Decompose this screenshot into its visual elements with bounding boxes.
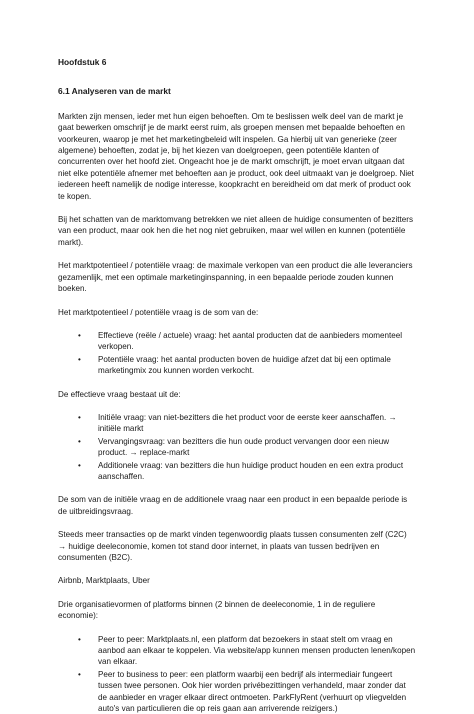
list-item: • Peer to business to peer: een platform waarbij een bedrijf als intermediair fungeert tussen twee personen. Ook hier worden privébezittingen verhandeld, maar zonder dat de aanbieder en vrager elkaar direct ontmoeten. ParkFlyRent (verhuurt op vliegvelden auto's van particulieren die op reis gaan aan arriverende reizigers.) — [98, 669, 416, 714]
paragraph-examples: Airbnb, Marktplaats, Uber — [58, 576, 150, 586]
list-item: • Effectieve (reële / actuele) vraag: het aantal producten dat de aanbieders momenteel verkopen. — [98, 330, 416, 353]
paragraph-c2c: Steeds meer transacties op de markt vinden tegenwoordig plaats tussen consumenten zelf (C2C) → huidige deeleconomie, komen tot stand door internet, in plaats van tussen bedrijven en consumenten (B2C). — [58, 530, 407, 562]
platforms-list — [58, 634, 416, 714]
list-item: • Initiële vraag: van niet-bezitters die het product voor de eerste keer aanschaffen. → initiële markt — [98, 412, 416, 435]
paragraph-market-size: Bij het schatten van de marktomvang betrekken we niet alleen de huidige consumenten of bezitters van een product, maar ook hen die het nog niet gebruiken, maar wel willen en kunnen (potentiële markt). — [58, 215, 413, 247]
paragraph-sum-intro: Het marktpotentieel / potentiële vraag is de som van de: — [58, 307, 259, 317]
paragraph-market-potential: Het marktpotentieel / potentiële vraag: de maximale verkopen van een product die alle leveranciers gezamenlijk, met een optimale marketinginspanning, in een bepaalde periode zouden kunnen boeken. — [58, 261, 413, 294]
chapter-heading: Hoofdstuk 6 — [58, 57, 107, 67]
effective-demand-list — [58, 412, 416, 482]
paragraph-markets: Markten zijn mensen, ieder met hun eigen behoeften. Om te beslissen welk deel van de markt je gaat bewerken omschrijf je de markt eerst ruim, als groepen mensen met bepaalde behoeften en voorkeuren, waarop je met het marketingbeleid wilt inspelen. Ga hierbij uit van generieke (zeer algemene) behoeften, zodat je, bij het kiezen van doelgroepen, geen potentiële klanten of concurrenten over het hoofd ziet. Ongeacht hoe je de markt omschrijft, je moet ervan uitgaan dat niet elke potentiële afnemer met behoeften aan je product, ook deel uitmaakt van je doelgroep. Niet iedereen heeft namelijk de nodige interesse, koopkracht en bereidheid om dat merk of product ook te kopen. — [58, 111, 414, 201]
paragraph-platforms-intro: Drie organisatievormen of platforms binnen (2 binnen de deeleconomie, 1 in de reguliere economie): — [58, 599, 376, 621]
list-item: • Peer to peer: Marktplaats.nl, een platform dat bezoekers in staat stelt om vraag en aanbod aan elkaar te koppelen. Via website/app kunnen mensen producten lenen/kopen van elkaar. — [98, 634, 416, 668]
list-item: • Potentiële vraag: het aantal producten boven de huidige afzet dat bij een optimale marketingmix zou kunnen worden verkocht. — [98, 354, 416, 377]
list-item: • Vervangingsvraag: van bezitters die hun oude product vervangen door een nieuw product. → replace-markt — [98, 436, 416, 459]
section-title: 6.1 Analyseren van de markt — [58, 86, 171, 97]
demand-types-list — [58, 330, 416, 377]
paragraph-expansion-demand: De som van de initiële vraag en de additionele vraag naar een product in een bepaalde periode is de uitbreidingsvraag. — [58, 495, 408, 516]
paragraph-effective-demand-intro: De effectieve vraag bestaat uit de: — [58, 389, 181, 399]
list-item: • Additionele vraag: van bezitters die hun huidige product houden en een extra product aanschaffen. — [98, 460, 416, 483]
